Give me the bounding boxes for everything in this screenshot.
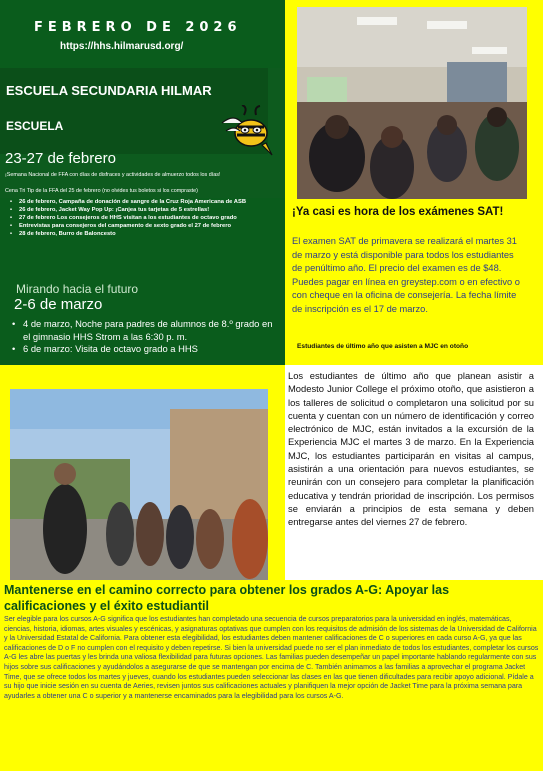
ffa-week-note: ¡Semana Nacional de FFA con días de disfraces y actividades de almuerzo todos los días!	[5, 172, 221, 178]
school-subtitle: ESCUELA	[6, 119, 64, 133]
school-name: ESCUELA SECUNDARIA HILMAR	[6, 83, 212, 98]
list-item: • 27 de febrero Los consejeros de HHS visitan a los estudiantes de octavo grado	[5, 214, 280, 222]
list-item: • Entrevistas para consejeros del campamento de sexto grado el 27 de febrero	[5, 222, 280, 230]
website-link[interactable]: https://hhs.hilmarusd.org/	[60, 41, 184, 52]
hornet-mascot-icon	[218, 105, 276, 157]
campus-tour-students-photo	[10, 389, 268, 581]
list-item: • 26 de febrero, Jacket Way Pop Up: ¡Canjea tus tarjetas de 5 estrellas!	[5, 206, 280, 214]
future-date-heading: 2-6 de marzo	[14, 296, 103, 313]
sat-body: El examen SAT de primavera se realizará el martes 31 de marzo y está disponible para todos los estudiantes de penúltimo año. El precio del examen es de $48. Puedes pagar en línea en greystep.com o en efectivo o con cheque en la oficina de consejería. La fecha límite de inscripción es el 17 de marzo.	[292, 236, 520, 314]
sat-title: ¡Ya casi es hora de los exámenes SAT!	[292, 206, 504, 218]
ag-body: Ser elegible para los cursos A-G significa que los estudiantes han completado una secuencia de cursos preparatorios para la universidad en inglés, matemáticas, ciencias, historia, idiomas, artes visuales y escénicas, y asignaturas optativas que cumplen con los requisitos de admisión de los sistemas de la Universidad de California y la Universidad Estatal de California. Para obtener esta elegibilidad, los estudiantes deben mantener calificaciones de C o superiores en cada curso A-G, ya que las calificaciones de D o F no cumplen con el requisito y deben repetirse. Si bien la universidad puede no ser el plan inmediato de todos los estudiantes, completar los cursos A-G les abre las puertas y les brinda una valiosa flexibilidad para futuras opciones. Las familias pueden desempeñar un papel importante hablando regularmente con sus hijos sobre sus calificaciones y ayudándolos a asegurarse de que se mantengan por encima de C. También animamos a las familias a aprovechar el programa Jacket Time, que se ofrece todos los martes y jueves, cuando los estudiantes pueden seleccionar las clases en las que tienen dificultades para recibir apoyo adicional. Pídale a su hijo que inicie sesión en su cuenta de Aeries, revisen juntos sus calificaciones actuales y planifiquen la mejor opción de Jacket Time para la próxima semana para ayudarles a obtener una C o superior y a mantenerse encaminados para la elegibilidad para los cursos A-G.	[4, 615, 539, 700]
week-events-list	[5, 198, 280, 238]
classroom-students-photo	[297, 7, 527, 199]
future-events-list	[12, 318, 277, 356]
ag-title: Mantenerse en el camino correcto para obtener los grados A-G: Apoyar las calificaciones y el éxito estudiantil	[4, 583, 450, 613]
tri-tip-note: Cena Tri Tip de la FFA del 25 de febrero (no olvides tus boletos si los compraste)	[5, 188, 198, 194]
mjc-heading: Estudiantes de último año que asisten a MJC en otoño	[297, 343, 469, 350]
mjc-body: Los estudiantes de último año que planean asistir a Modesto Junior College el próximo otoño, que asistieron a los talleres de solicitud o completaron una solicitud por su cuenta y cuentan con un número de identificación y correo electrónico de MJC, están invitados a la excursión de la Experiencia MJC el martes 3 de marzo. En la Experiencia MJC, los estudiantes participarán en visitas al campus, asistirán a una orientación para nuevos estudiantes, se reunirán con un consejero para completar la planificación educativa y tendrán prioridad de inscripción. Los permisos se enviarán a principios de esta semana y deben entregarse antes del viernes 27 de febrero.	[288, 370, 534, 528]
list-item: • 26 de febrero, Campaña de donación de sangre de la Cruz Roja Americana de ASB	[5, 198, 280, 206]
week-date-heading: 23-27 de febrero	[5, 150, 116, 167]
list-item: • 4 de marzo, Noche para padres de alumnos de 8.º grado en el gimnasio HHS Strom a las 6:30 p. m.	[12, 318, 277, 343]
list-item: • 6 de marzo: Visita de octavo grado a HHS	[12, 343, 277, 356]
future-heading: Mirando hacia el futuro	[16, 282, 139, 296]
list-item: • 28 de febrero, Burro de Baloncesto	[5, 230, 280, 238]
newsletter-date: FEBRERO DE 2026	[34, 20, 242, 35]
